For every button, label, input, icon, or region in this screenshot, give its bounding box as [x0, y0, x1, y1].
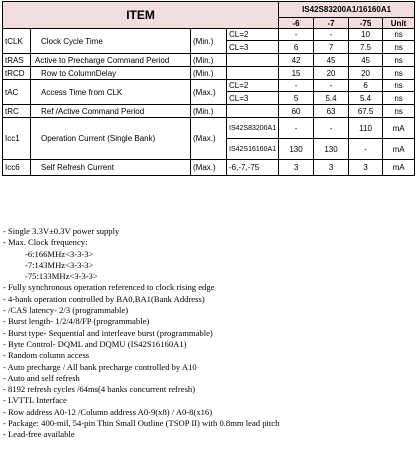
symbol-icc1: Icc1 [3, 118, 31, 160]
table-row [3, 54, 415, 67]
value-cell: 110 [349, 118, 383, 139]
feature-banks: - 4-bank operation controlled by BA0,BA1(Bank Address) [3, 293, 205, 304]
value-cell: 6 [279, 41, 314, 54]
cond-icc1-x16: IS42S16160A1 [227, 139, 279, 160]
minmax-tclk: (Min.) [191, 29, 227, 54]
value-cell: 45 [314, 54, 349, 67]
value-cell: 45 [349, 54, 383, 67]
cond-tras-empty [227, 54, 279, 67]
value-cell: 42 [279, 54, 314, 67]
value-cell: 20 [349, 67, 383, 80]
value-cell: 60 [279, 105, 314, 118]
value-cell: 3 [349, 160, 383, 176]
unit-cell: ns [383, 54, 415, 67]
desc-trc: Ref /Active Command Period [31, 105, 191, 118]
feature-list [3, 226, 415, 441]
unit-cell: mA [383, 139, 415, 160]
feature-burst-type: - Burst type- Sequential and interleave burst (programmable) [3, 327, 213, 338]
unit-cell: mA [383, 118, 415, 139]
feature-clock-75: -75:133MHz<3-3-3> [25, 271, 98, 282]
symbol-tclk: tCLK [3, 29, 31, 54]
value-cell: 5.4 [314, 92, 349, 105]
feature-package: - Package: 400-mil, 54-pin Thin Small Outline (TSOP II) with 0.8mm lead pitch [3, 418, 280, 429]
feature-power: - Single 3.3V±0.3V power supply [3, 226, 120, 236]
symbol-tac: tAC [3, 80, 31, 105]
value-cell: - [314, 118, 349, 139]
feature-cas: - /CAS latency- 2/3 (programmable) [3, 305, 129, 316]
col-header-unit: Unit [383, 18, 415, 29]
feature-lead-free: - Lead-free available [3, 429, 75, 440]
feature-sync: - Fully synchronous operation referenced to clock rising edge [3, 282, 215, 293]
value-cell: 6 [349, 80, 383, 92]
desc-tclk: Clock Cycle Time [31, 29, 191, 54]
value-cell: 63 [314, 105, 349, 118]
value-cell: 130 [314, 139, 349, 160]
feature-address: - Row address A0-12 /Column address A0-9(x8) / A0-8(x16) [3, 406, 213, 417]
unit-cell: ns [383, 29, 415, 41]
cond-trcd-empty [227, 67, 279, 80]
value-cell: 3 [314, 160, 349, 176]
value-cell: - [279, 29, 314, 41]
table-row [3, 160, 415, 176]
table-row [3, 118, 415, 139]
cond-tac-cl3: CL=3 [227, 92, 279, 105]
col-header-6: -6 [279, 18, 314, 29]
feature-refresh-cycles: - 8192 refresh cycles /64ms(4 banks concurrent refresh) [3, 384, 196, 395]
symbol-trcd: tRCD [3, 67, 31, 80]
table-row [3, 105, 415, 118]
feature-clock-7: -7:143MHz<3-3-3> [25, 259, 94, 270]
value-cell: - [279, 118, 314, 139]
unit-cell: ns [383, 41, 415, 54]
table-row [3, 80, 415, 92]
value-cell: 3 [279, 160, 314, 176]
minmax-trcd: (Min.) [191, 67, 227, 80]
desc-icc1: Operation Current (Single Bank) [31, 118, 191, 160]
feature-clock-6: -6:166MHz<3-3-3> [25, 248, 94, 259]
value-cell: 10 [349, 29, 383, 41]
value-cell: 130 [279, 139, 314, 160]
desc-trcd: Row to ColumnDelay [31, 67, 191, 80]
feature-clock-title: - Max. Clock frequency: [3, 237, 88, 248]
cond-icc1-x8: IS42S83200A1 [227, 118, 279, 139]
table-row [3, 29, 415, 41]
minmax-tac: (Max.) [191, 80, 227, 105]
cond-tac-cl2: CL=2 [227, 80, 279, 92]
value-cell: 7 [314, 41, 349, 54]
item-header: ITEM [3, 2, 279, 29]
unit-cell: ns [383, 92, 415, 105]
col-header-75: -75 [349, 18, 383, 29]
minmax-trc: (Min.) [191, 105, 227, 118]
value-cell: 20 [314, 67, 349, 80]
feature-lvttl: - LVTTL Interface [3, 395, 67, 406]
value-cell: 67.5 [349, 105, 383, 118]
value-cell: 7.5 [349, 41, 383, 54]
desc-icc6: Self Refresh Current [31, 160, 191, 176]
cond-icc6: -6,-7,-75 [227, 160, 279, 176]
value-cell: - [314, 80, 349, 92]
unit-cell: ns [383, 67, 415, 80]
feature-auto-self: - Auto and self refresh [3, 372, 80, 383]
unit-cell: ns [383, 80, 415, 92]
minmax-icc1: (Max.) [191, 118, 227, 160]
symbol-trc: tRC [3, 105, 31, 118]
col-header-7: -7 [314, 18, 349, 29]
spec-table [2, 1, 415, 176]
value-cell: 15 [279, 67, 314, 80]
minmax-icc6: (Max.) [191, 160, 227, 176]
value-cell: - [314, 29, 349, 41]
cond-trc-empty [227, 105, 279, 118]
feature-byte-control: - Byte Control- DQML and DQMU (IS42S16160A1) [3, 338, 187, 349]
desc-tac: Access Time from CLK [31, 80, 191, 105]
value-cell: 5 [279, 92, 314, 105]
value-cell: 5.4 [349, 92, 383, 105]
part-number-header: IS42S83200A1/16160A1 [279, 2, 415, 18]
table-row [3, 67, 415, 80]
cond-tclk-cl3: CL=3 [227, 41, 279, 54]
desc-tras: Active to Precharge Command Period [31, 54, 191, 67]
feature-auto-precharge: - Auto precharge / All bank precharge controlled by A10 [3, 361, 197, 372]
symbol-tras: tRAS [3, 54, 31, 67]
unit-cell: mA [383, 160, 415, 176]
cond-tclk-cl2: CL=2 [227, 29, 279, 41]
minmax-tras: (Min.) [191, 54, 227, 67]
unit-cell: ns [383, 105, 415, 118]
feature-burst-length: - Burst length- 1/2/4/8/FP (programmable) [3, 316, 150, 327]
symbol-icc6: Icc6 [3, 160, 31, 176]
feature-random: - Random column access [3, 350, 90, 361]
value-cell: - [349, 139, 383, 160]
value-cell: - [279, 80, 314, 92]
